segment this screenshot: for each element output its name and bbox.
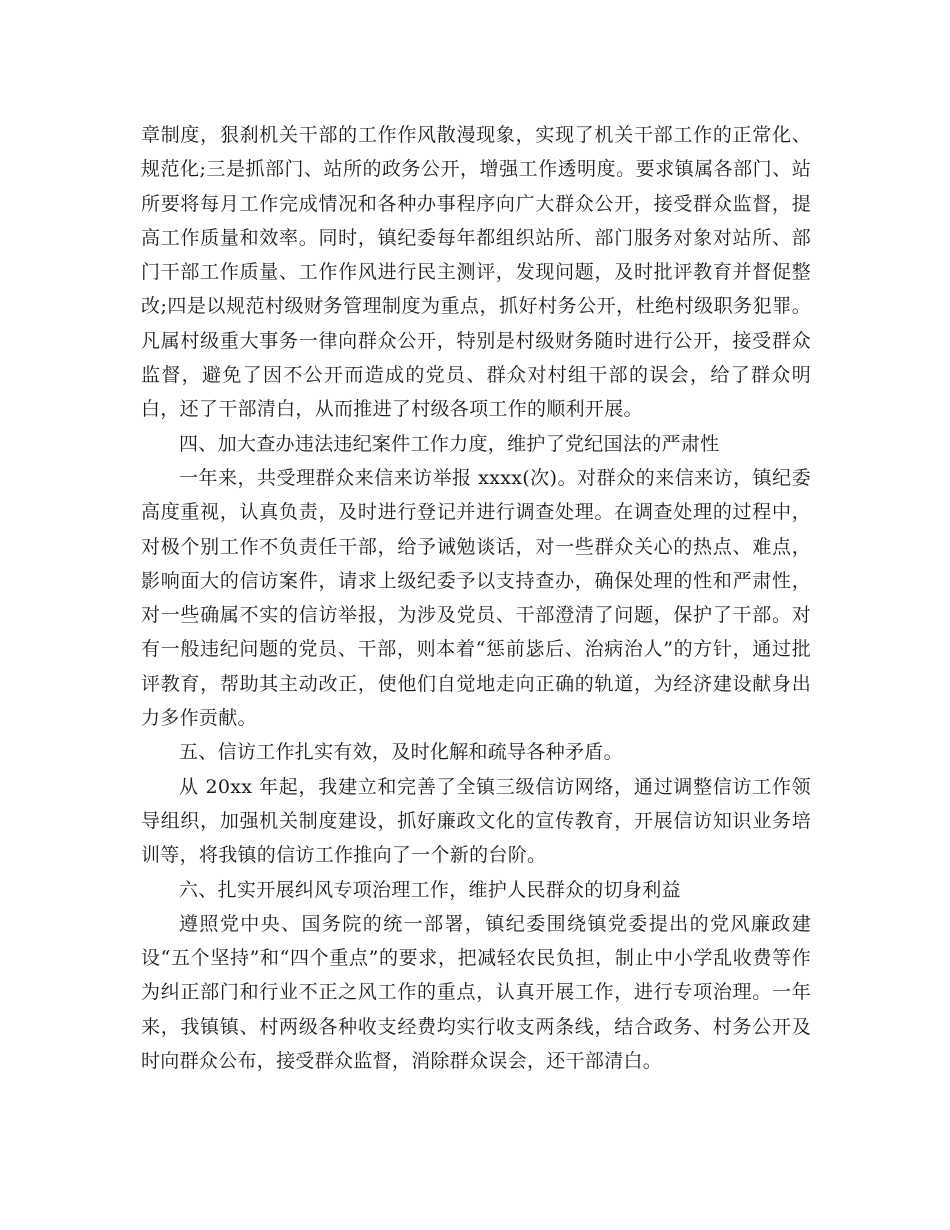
paragraph-continued-regulations: 章制度，狠刹机关干部的工作作风散漫现象，实现了机关干部工作的正常化、规范化;三是抓部门、站所的政务公开，增强工作透明度。要求镇属各部门、站所要将每月工作完成情况和各种办事程序向广大群众公开，接受群众监督，提高工作质量和效率。同时，镇纪委每年都组织站所、部门服务对象对站所、部门干部工作质量、工作作风进行民主测评，发现问题，及时批评教育并督促整改;四是以规范村级财务管理制度为重点，抓好村务公开，杜绝村级职务犯罪。凡属村级重大事务一律向群众公开，特别是村级财务随时进行公开，接受群众监督，避免了因不公开而造成的党员、群众对村组干部的误会，给了群众明白，还了干部清白，从而推进了村级各项工作的顺利开展。 [141,124,811,421]
document-body [141,118,811,1078]
section-heading-5: 五、信访工作扎实有效，及时化解和疏导各种矛盾。 [179,741,623,764]
paragraph-petition-network: 从 20xx 年起，我建立和完善了全镇三级信访网络，通过调整信访工作领导组织，加强机关制度建设，抓好廉政文化的宣传教育，开展信访知识业务培训等，将我镇的信访工作推向了一个新的台阶。 [141,775,811,867]
paragraph-case-handling: 一年来，共受理群众来信来访举报 xxxx(次)。对群众的来信来访，镇纪委高度重视，认真负责，及时进行登记并进行调查处理。在调查处理的过程中，对极个别工作不负责任干部，给予诫勉谈话，对一些群众关心的热点、难点，影响面大的信访案件，请求上级纪委予以支持查办，确保处理的性和严肃性，对一些确属不实的信访举报，为涉及党员、干部澄清了问题，保护了干部。对有一般违纪问题的党员、干部，则本着“惩前毖后、治病治人”的方针，通过批评教育，帮助其主动改正，使他们自觉地走向正确的轨道，为经济建设献身出力多作贡献。 [141,466,811,730]
paragraph-special-rectification: 遵照党中央、国务院的统一部署，镇纪委围绕镇党委提出的党风廉政建设“五个坚持”和“四个重点”的要求，把减轻农民负担，制止中小学乱收费等作为纠正部门和行业不正之风工作的重点，认真开展工作，进行专项治理。一年来，我镇镇、村两级各种收支经费均实行收支两条线，结合政务、村务公开及时向群众公布，接受群众监督，消除群众误会，还干部清白。 [141,912,811,1073]
section-heading-4: 四、加大查办违法违纪案件工作力度，维护了党纪国法的严肃性 [179,432,720,455]
section-heading-6: 六、扎实开展纠风专项治理工作，维护人民群众的切身利益 [179,878,681,901]
